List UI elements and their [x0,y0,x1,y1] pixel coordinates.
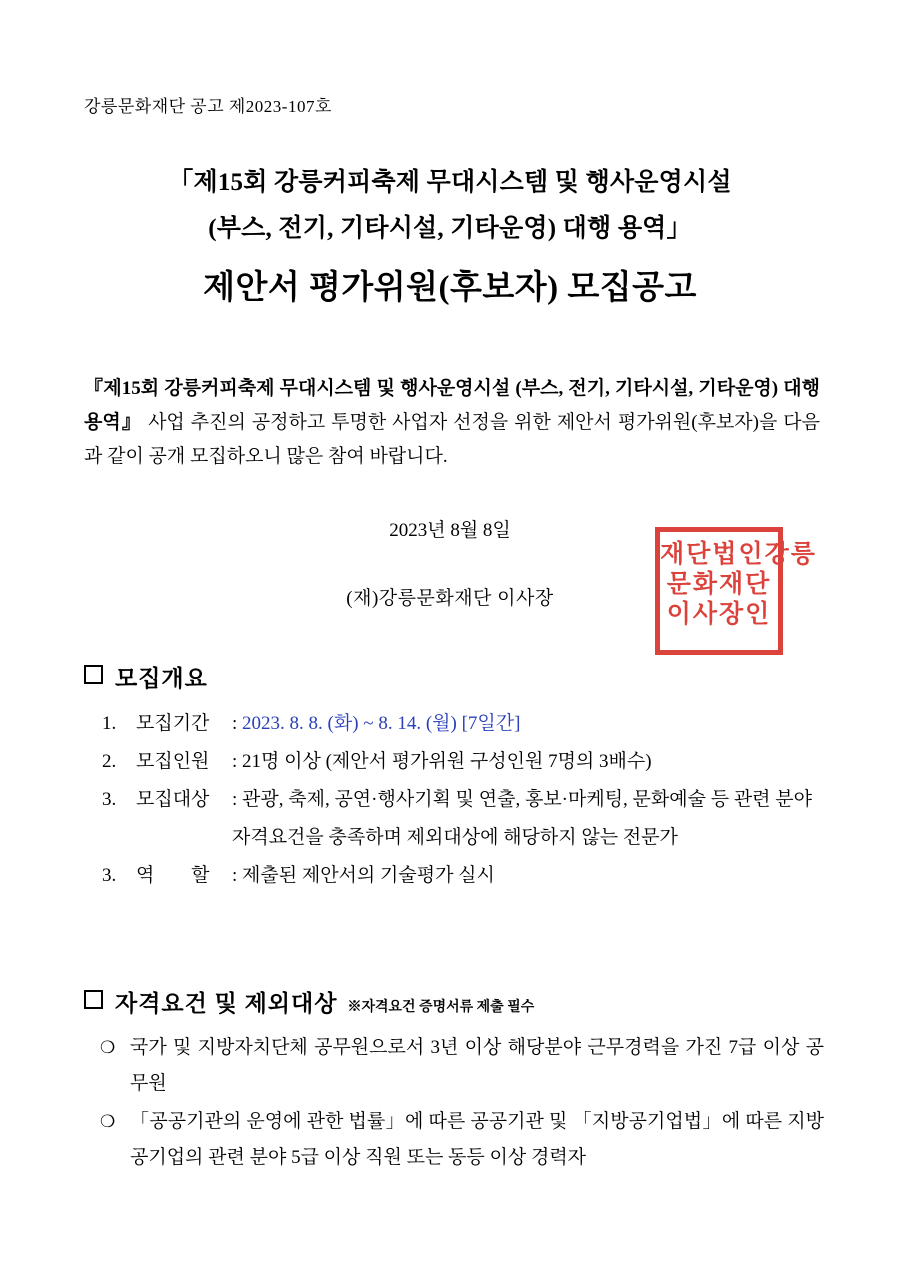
item-value: : 관광, 축제, 공연·행사기획 및 연출, 홍보·마케팅, 문화예술 등 관련 분야 자격요건을 충족하며 제외대상에 해당하지 않는 전문가 [232,789,812,848]
title-line-1: 「제15회 강릉커피축제 무대시스템 및 행사운영시설 [168,169,732,196]
section-eligibility-note: ※자격요건 증명서류 제출 필수 [347,1000,535,1015]
item-label: 모집기간 [136,713,210,734]
issue-date: 2023년 8월 8일 [389,520,511,541]
title-block [0,160,900,316]
square-bullet-icon [84,665,103,684]
section-eligibility-heading [84,985,824,1018]
section-overview-heading-text: 모집개요 [115,666,208,691]
item-label: 모집인원 [136,751,210,772]
item-value: : 제출된 제안서의 기술평가 실시 [232,865,495,886]
item-value [232,705,824,743]
item-number: 2. [102,751,117,772]
item-label: 역 할 [136,865,226,886]
list-item [102,857,824,895]
item-value-highlight: 2023. 8. 8. (화) ~ 8. 14. (월) [7일간] [242,713,521,734]
item-number: 1. [102,713,117,734]
seal-line-2: 문화재단 [666,571,772,598]
list-item [102,705,824,743]
notice-number: 강릉문화재단 공고 제2023-107호 [84,97,332,116]
intro-paragraph [84,372,820,474]
section-eligibility [84,985,824,1178]
square-bullet-icon [84,990,103,1009]
title-line-2: (부스, 전기, 기타시설, 기타운영) 대행 용역」 [208,215,692,242]
list-item-text: 국가 및 지방자치단체 공무원으로서 3년 이상 해당분야 근무경력을 가진 7급 이상 공무원 [130,1037,824,1094]
list-item [100,1104,824,1176]
section-overview-heading [84,660,824,693]
list-item [100,1030,824,1102]
signer-name: (재)강릉문화재단 이사장 [346,588,554,609]
item-value: : 21명 이상 (제안서 평가위원 구성인원 7명의 3배수) [232,751,652,772]
item-label: 모집대상 [136,789,210,810]
seal-line-3: 이사장인 [666,601,772,628]
section-recruitment-overview [84,660,824,895]
intro-bold-text: 『제15회 강릉커피축제 무대시스템 및 행사운영시설 (부스, 전기, 기타시설, 기타운영) 대행 용역』 [84,378,820,433]
page-title: 제안서 평가위원(후보자) 모집공고 [203,270,697,306]
official-seal-stamp [655,527,817,655]
list-item-text: 「공공기관의 운영에 관한 법률」에 따른 공공기관 및 「지방공기업법」에 따른 지방공기업의 관련 분야 5급 이상 직원 또는 동등 이상 경력자 [130,1111,824,1168]
intro-rest-text: 사업 추진의 공정하고 투명한 사업자 선정을 위한 제안서 평가위원(후보자)을 다음과 같이 공개 모집하오니 많은 참여 바랍니다. [84,412,820,467]
item-number: 3. [102,789,117,810]
circle-bullet-icon: ❍ [100,1038,116,1057]
section-eligibility-heading-text: 자격요건 및 제외대상 [115,991,338,1016]
list-item [102,781,824,857]
circle-bullet-icon: ❍ [100,1112,116,1131]
item-value-prefix: : [232,713,243,734]
seal-line-1: 재단법인강릉 [660,541,817,568]
item-number: 3. [102,865,117,886]
list-item [102,743,824,781]
